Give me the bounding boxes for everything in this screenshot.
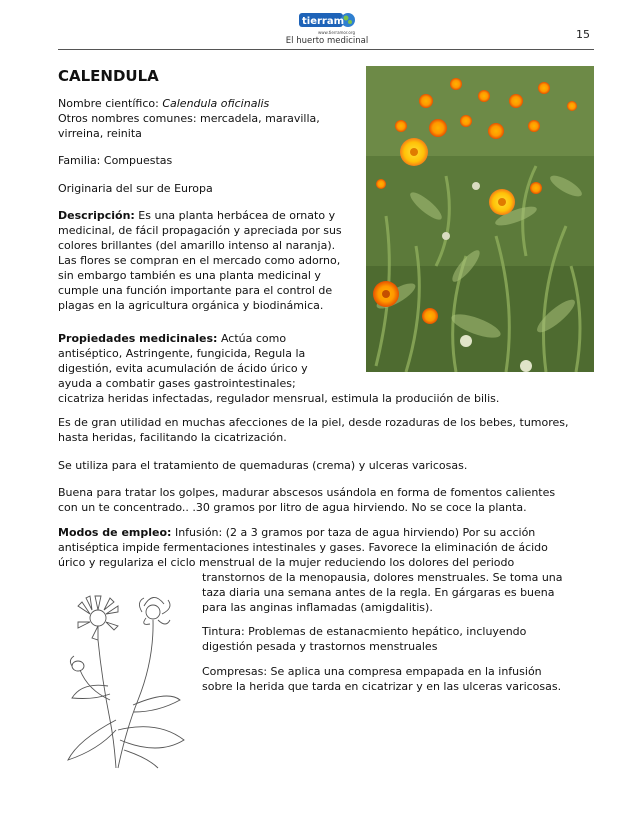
compress-line: sobre la herida que tarda en cicatrizar y en las ulceras varicosas.: [202, 680, 562, 693]
calendula-sketch: [58, 590, 190, 770]
usage-line: transtornos de la menopausia, dolores menstruales. Se toma una: [202, 571, 563, 584]
header-rule: [58, 49, 594, 50]
svg-text:tierram: tierram: [302, 16, 345, 27]
tierramor-logo: [296, 10, 362, 38]
tincture-line: digestión pesada y trastornos menstruales: [202, 640, 438, 653]
skin-line: hasta heridas, facilitando la cicatrización.: [58, 431, 287, 444]
properties-line: antiséptico, Astringente, fungicida, Regula la: [58, 347, 306, 360]
properties-line: cicatriza heridas infectadas, regulador mensrual, estimula la produciión de bilis.: [58, 392, 500, 405]
usage-line: úrico y regulariza el ciclo menstrual de la mujer reduciendo los dolores del periodo: [58, 556, 515, 569]
description-line: Descripción: Es una planta herbácea de ornato y: [58, 209, 336, 222]
common-names-line: virreina, reinita: [58, 127, 142, 140]
blows-line: con un te concentrado.. .30 gramos por litro de agua hirviendo. No se coce la planta.: [58, 501, 527, 514]
burns-line: Se utiliza para el tratamiento de quemaduras (crema) y ulceras varicosas.: [58, 459, 468, 472]
description-line: medicinal, de fácil propagación y apreciada por sus: [58, 224, 342, 237]
page-title: CALENDULA: [58, 67, 159, 85]
usage-line: taza diaria una semana antes de la regla. En gárgaras es buena: [202, 586, 555, 599]
page-number: 15: [576, 28, 590, 41]
usage-line: para las anginas inflamadas (amigdalitis).: [202, 601, 433, 614]
properties-label: Propiedades medicinales:: [58, 332, 218, 345]
usage-line: antiséptica impide fermentaciones intestinales y gases. Favorece la eliminación de ácido: [58, 541, 548, 554]
scientific-name: Calendula oficinalis: [162, 97, 270, 110]
description-line: plagas en la agricultura orgánica y biodinámica.: [58, 299, 324, 312]
properties-line: ayuda a combatir gases gastrointestinales;: [58, 377, 296, 390]
usage-label: Modos de empleo:: [58, 526, 172, 539]
svg-text:www.tierramor.org: www.tierramor.org: [318, 30, 355, 35]
tincture-line: Tintura: Problemas de estanacmiento hepático, incluyendo: [202, 625, 527, 638]
usage-line: Modos de empleo: Infusión: (2 a 3 gramos por taza de agua hirviendo) Por su acción: [58, 526, 536, 539]
scientific-name-line: [58, 96, 269, 111]
description-line: Las flores se compran en el mercado como adorno,: [58, 254, 341, 267]
description-line: colores brillantes (del amarillo intenso al naranja).: [58, 239, 336, 252]
skin-line: Es de gran utilidad en muchas afecciones de la piel, desde rozaduras de los bebes, tumores,: [58, 416, 569, 429]
family-line: Familia: Compuestas: [58, 154, 173, 167]
origin-line: Originaria del sur de Europa: [58, 182, 213, 195]
description-label: Descripción:: [58, 209, 135, 222]
calendula-photo: [366, 66, 594, 372]
properties-line: digestión, evita acumulación de ácido úrico y: [58, 362, 308, 375]
properties-line: Propiedades medicinales: Actúa como: [58, 332, 287, 345]
blows-line: Buena para tratar los golpes, madurar abscesos usándola en forma de fomentos calientes: [58, 486, 556, 499]
header-subtitle: El huerto medicinal: [285, 36, 369, 46]
compress-line: Compresas: Se aplica una compresa empapada en la infusión: [202, 665, 542, 678]
common-names-line: Otros nombres comunes: mercadela, maravilla,: [58, 112, 320, 125]
description-line: cumple una función importante para el control de: [58, 284, 333, 297]
description-line: sin embargo también es una planta medicinal y: [58, 269, 321, 282]
scientific-name-label: Nombre científico:: [58, 97, 163, 110]
